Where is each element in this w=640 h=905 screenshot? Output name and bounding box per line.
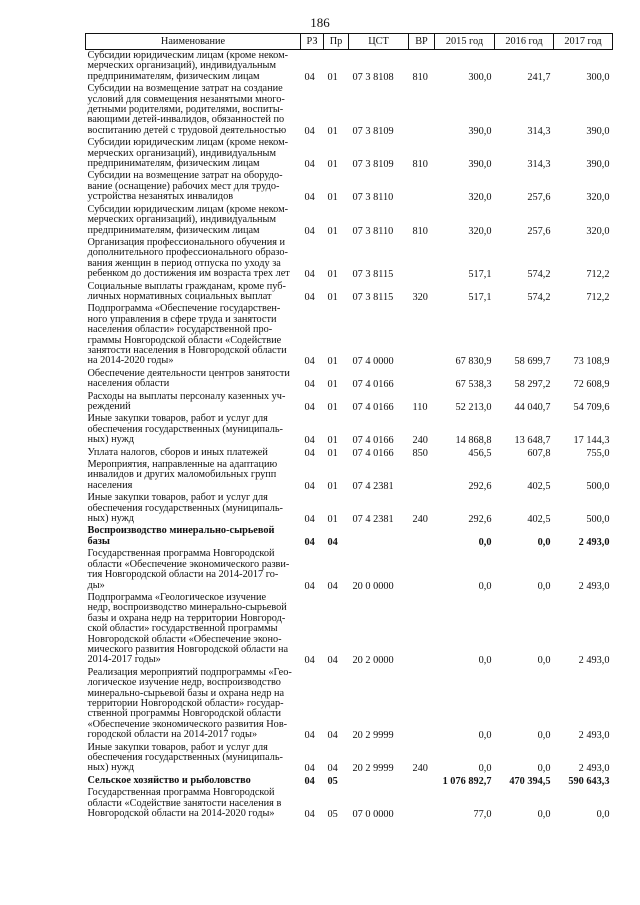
table-row [86,281,613,304]
row-cst-cell: 20 2 0000 [352,655,394,667]
row-name-cell [86,742,301,775]
row-cst-cell: 07 4 0000 [352,356,394,368]
row-pr-cell: 01 [327,435,338,447]
row-name-line: Новгородской области «Обеспечение эконо- [87,633,282,645]
row-cst-cell: 07 4 2381 [352,514,394,526]
row-name-line: мерческих организаций), индивидуальным [87,214,276,226]
table-row [86,592,613,667]
table-row [86,170,613,203]
table-row [86,775,613,787]
row-2015-cell: 0,0 [478,580,492,592]
row-name-line: предпринимателям, физическим лицам [87,224,260,236]
row-cst-cell: 20 2 9999 [352,730,394,742]
row-name-cell [86,83,301,137]
table-row [86,742,613,775]
column-header-2015: 2015 год [435,34,495,50]
row-2015-cell: 0,0 [478,655,492,667]
row-2016-cell: 58 699,7 [514,356,551,368]
row-2017-cell: 2 493,0 [578,763,610,775]
row-rz-cell: 04 [304,447,315,459]
row-cst-cell: 07 4 0166 [352,379,394,391]
row-vr-cell: 810 [412,225,428,237]
row-name-line: ного управления в сфере труда и занятости [87,313,277,325]
row-name-line: базы и охрана недр на территории Новгород- [87,612,286,624]
row-pr-cell: 01 [327,269,338,281]
table-body [86,50,613,821]
table-row [86,368,613,391]
row-rz-cell: 04 [304,192,315,204]
row-vr-cell: 810 [412,159,428,171]
column-header-2017: 2017 год [554,34,613,50]
row-pr-cell: 01 [327,291,338,303]
row-2016-cell: 402,5 [527,514,551,526]
row-rz-cell: 04 [304,536,315,548]
row-2016-cell: 257,6 [527,225,551,237]
table-row [86,391,613,414]
row-2015-cell: 320,0 [468,192,492,204]
row-vr-cell [409,525,435,548]
page-number: 186 [310,15,330,30]
row-2017-cell: 712,2 [586,291,610,303]
row-pr-cell: 01 [327,192,338,204]
row-name-line: мерческих организаций), индивидуальным [87,147,276,159]
table-row [86,204,613,237]
row-pr-cell: 01 [327,225,338,237]
row-name-cell [86,787,301,820]
row-2017-cell: 0,0 [596,809,610,821]
row-cst-cell: 07 3 8109 [352,159,394,171]
row-name-line: вающими детей-инвалидов, обязанностей по [87,114,285,126]
row-pr-cell: 01 [327,447,338,459]
row-rz-cell: 04 [304,402,315,413]
table-row [86,667,613,742]
row-pr-cell: 04 [327,763,338,775]
column-header-vr: ВР [409,34,435,50]
row-name-line: Подпрограмма «Обеспечение государствен- [87,303,281,315]
row-pr-cell: 04 [327,655,338,667]
row-2016-cell: 241,7 [527,71,551,83]
row-2017-cell: 73 108,9 [573,356,610,368]
row-name-line: обеспечения государственных (муниципаль- [87,752,283,763]
row-vr-cell [409,775,435,787]
row-cst-cell: 07 4 0166 [352,402,394,413]
row-name-cell [86,368,301,391]
row-rz-cell: 04 [304,291,315,303]
row-2015-cell: 0,0 [478,763,492,775]
row-vr-cell [409,459,435,492]
row-name-line: «Обеспечение экономического развития Нов- [87,718,288,730]
row-name-cell [86,204,301,237]
row-2015-cell: 320,0 [468,225,492,237]
row-name-line: Организация профессионального обучения и [87,236,286,248]
row-vr-cell [409,592,435,667]
row-name-line: Новгородской области на 2014-2020 годы» [87,808,275,820]
row-name-line: предпринимателям, физическим лицам [87,70,260,82]
row-rz-cell: 04 [304,356,315,368]
row-cst-cell [349,775,409,787]
row-2017-cell: 17 144,3 [573,435,610,447]
row-name-line: мерческих организаций), индивидуальным [87,60,276,72]
row-name-cell [86,447,301,459]
row-name-line: вание (оснащение) рабочих мест для трудо- [87,180,280,192]
row-name-line: Субсидии на возмещение затрат на оборудо- [87,170,283,182]
row-name-line: Реализация мероприятий подпрограммы «Гео- [87,666,292,678]
row-2015-cell: 1 076 892,7 [442,775,492,787]
row-name-line: Субсидии на возмещение затрат на создание [87,83,283,95]
row-name-cell [86,459,301,492]
row-2016-cell: 470 394,5 [509,775,551,787]
row-2015-cell: 300,0 [468,71,492,83]
row-2016-cell: 0,0 [537,580,551,592]
row-name-line: Субсидии юридическим лицам (кроме неком- [87,50,289,61]
row-2016-cell: 257,6 [527,192,551,204]
column-header-rz: РЗ [301,34,324,50]
table-row [86,303,613,367]
row-name-line: ных) нужд [87,762,134,774]
row-2017-cell: 590 643,3 [568,775,610,787]
row-name-line: ды» [87,579,105,591]
row-pr-cell: 01 [327,514,338,526]
row-cst-cell: 07 3 8109 [352,125,394,137]
column-header-pr: Пр [324,34,349,50]
row-rz-cell: 04 [304,125,315,137]
row-cst-cell: 20 0 0000 [352,580,394,592]
row-2015-cell: 390,0 [468,159,492,171]
row-name-line: Субсидии юридическим лицам (кроме неком- [87,137,289,149]
row-name-line: населения [87,479,133,491]
row-cst-cell: 07 4 0166 [352,447,394,459]
row-2015-cell: 14 868,8 [455,435,492,447]
row-name-cell [86,667,301,742]
table-row [86,525,613,548]
row-vr-cell: 240 [412,514,428,526]
row-name-line: Социальные выплаты гражданам, кроме пуб- [87,280,286,292]
row-name-line: Иные закупки товаров, работ и услуг для [87,741,268,753]
table-row [86,137,613,170]
row-vr-cell [409,303,435,367]
row-2015-cell: 517,1 [468,291,492,303]
row-2016-cell: 44 040,7 [514,402,551,413]
row-name-cell [86,413,301,446]
row-2017-cell: 390,0 [586,159,610,171]
row-rz-cell: 04 [304,435,315,447]
row-name-cell [86,237,301,281]
row-rz-cell: 04 [304,655,315,667]
row-name-cell [86,391,301,414]
row-pr-cell: 04 [327,580,338,592]
row-rz-cell: 04 [304,480,315,492]
row-2016-cell: 314,3 [527,159,551,171]
row-2017-cell: 300,0 [586,71,610,83]
row-rz-cell: 04 [304,763,315,775]
row-name-line: населения области [87,378,170,390]
row-pr-cell: 05 [327,809,338,821]
column-header-name: Наименование [86,34,301,50]
row-vr-cell [409,368,435,391]
row-name-line: дополнительного профессионального образо- [87,247,288,259]
row-rz-cell: 04 [304,809,315,821]
table-row [86,83,613,137]
row-2016-cell: 314,3 [527,125,551,137]
row-name-line: вания женщин в период отпуска по уходу за [87,257,281,269]
row-name-line: области «Содействие занятости населения в [87,797,282,809]
row-name-line: условий для совмещения незанятыми много- [87,93,285,105]
row-name-line: Обеспечение деятельности центров занятости [87,367,290,379]
row-name-cell [86,548,301,592]
row-rz-cell: 04 [304,379,315,391]
row-name-line: ребенком до достижения им возраста трех лет [87,268,290,280]
row-2017-cell: 2 493,0 [578,580,610,592]
row-rz-cell: 04 [304,71,315,83]
row-vr-cell: 320 [412,291,428,303]
row-pr-cell: 01 [327,356,338,368]
row-name-line: городской области на 2014-2017 годы» [87,729,258,741]
row-2016-cell: 574,2 [527,269,551,281]
row-name-line: Уплата налогов, сборов и иных платежей [87,446,268,458]
column-header-cst: ЦСТ [349,34,409,50]
row-name-line: Воспроизводство минерально-сырьевой базы [87,525,275,547]
row-name-line: Расходы на выплаты персоналу казенных уч- [87,390,286,402]
row-name-line: занятости населения в Новгородской области [87,344,287,356]
row-name-line: населения области» государственной про- [87,324,273,336]
row-vr-cell: 240 [412,435,428,447]
row-2017-cell: 2 493,0 [578,655,610,667]
row-pr-cell: 04 [327,536,338,548]
row-name-cell [86,303,301,367]
row-2015-cell: 292,6 [468,480,492,492]
row-2017-cell: 712,2 [586,269,610,281]
row-2016-cell: 0,0 [537,536,551,548]
row-cst-cell: 07 3 8110 [352,225,394,237]
row-2016-cell: 607,8 [527,447,551,459]
row-2015-cell: 390,0 [468,125,492,137]
row-cst-cell: 07 3 8115 [352,269,394,281]
row-cst-cell: 20 2 9999 [352,763,394,775]
row-2017-cell: 320,0 [586,192,610,204]
table-row [86,237,613,281]
row-rz-cell: 04 [304,730,315,742]
row-name-cell [86,281,301,304]
row-name-line: ных) нужд [87,513,134,525]
row-name-line: Сельское хозяйство и рыболовство [87,774,251,786]
row-pr-cell: 01 [327,480,338,492]
row-2015-cell: 517,1 [468,269,492,281]
row-pr-cell: 04 [327,730,338,742]
row-2017-cell: 2 493,0 [578,730,610,742]
row-2017-cell: 54 709,6 [573,402,610,413]
row-2016-cell: 0,0 [537,730,551,742]
row-rz-cell: 04 [304,159,315,171]
row-2016-cell: 0,0 [537,763,551,775]
row-pr-cell: 01 [327,71,338,83]
row-rz-cell: 04 [304,225,315,237]
row-2015-cell: 67 538,3 [455,379,492,391]
row-2017-cell: 500,0 [586,480,610,492]
row-name-cell [86,492,301,525]
row-name-line: Субсидии юридическим лицам (кроме неком- [87,203,289,215]
row-2015-cell: 0,0 [478,730,492,742]
row-rz-cell: 04 [304,580,315,592]
row-2015-cell: 456,5 [468,447,492,459]
row-name-line: Иные закупки товаров, работ и услуг для [87,492,268,504]
row-pr-cell: 01 [327,379,338,391]
row-name-cell [86,170,301,203]
row-cst-cell: 07 4 0166 [352,435,394,447]
row-name-line: инвалидов и других маломобильных групп [87,469,277,481]
row-2015-cell: 77,0 [473,809,492,821]
row-name-line: территории Новгородской области» государ- [87,697,284,709]
row-vr-cell [409,237,435,281]
row-vr-cell [409,667,435,742]
row-cst-cell: 07 3 8110 [352,192,394,204]
row-2017-cell: 755,0 [586,447,610,459]
row-vr-cell: 810 [412,71,428,83]
row-rz-cell: 04 [304,775,315,787]
row-name-line: Иные закупки товаров, работ и услуг для [87,413,268,425]
table-row [86,50,613,84]
row-name-line: тия Новгородской области на 2014-2017 го- [87,569,279,581]
row-name-line: Подпрограмма «Геологическое изучение [87,591,267,603]
row-name-line: детными родителями, родителями, воспиты- [87,104,284,116]
row-cst-cell [349,525,409,548]
row-cst-cell: 07 4 2381 [352,480,394,492]
row-vr-cell: 240 [412,763,428,775]
table-row [86,459,613,492]
row-2017-cell: 390,0 [586,125,610,137]
row-name-line: реждений [87,401,131,412]
row-name-line: граммы Новгородской области «Содействие [87,334,282,346]
row-name-line: мического развития Новгородской области на [87,643,289,655]
row-pr-cell: 05 [327,775,338,787]
row-vr-cell: 850 [412,447,428,459]
row-name-line: недр, воспроизводство минерально-сырьевой [87,602,287,614]
row-cst-cell: 07 3 8108 [352,71,394,83]
row-pr-cell: 01 [327,125,338,137]
row-2015-cell: 292,6 [468,514,492,526]
row-name-cell [86,50,301,84]
budget-table [85,33,613,820]
row-name-line: ных) нужд [87,434,134,446]
row-vr-cell [409,83,435,137]
row-name-line: предпринимателям, физическим лицам [87,158,260,170]
row-name-line: минерально-сырьевой базы и охрана недр на [87,687,285,699]
row-name-line: Мероприятия, направленные на адаптацию [87,459,278,471]
row-2016-cell: 13 648,7 [514,435,551,447]
column-header-2016: 2016 год [495,34,554,50]
row-name-line: ственной программы Новгородской области [87,708,281,720]
row-vr-cell [409,548,435,592]
row-2016-cell: 0,0 [537,809,551,821]
row-cst-cell: 07 3 8115 [352,291,394,303]
table-header-row [86,34,613,50]
row-name-line: воспитанию детей с трудовой деятельностью [87,124,287,136]
row-2017-cell: 500,0 [586,514,610,526]
row-vr-cell [409,787,435,820]
row-name-line: на 2014-2020 годы» [87,355,174,367]
row-vr-cell: 110 [412,402,428,413]
row-rz-cell: 04 [304,269,315,281]
row-name-cell [86,525,301,548]
table-row [86,492,613,525]
row-2015-cell: 52 213,0 [455,402,492,413]
row-2017-cell: 72 608,9 [573,379,610,391]
row-2015-cell: 67 830,9 [455,356,492,368]
table-row [86,413,613,446]
table-row [86,548,613,592]
row-name-line: обеспечения государственных (муниципаль- [87,423,283,435]
row-2017-cell: 2 493,0 [578,536,610,548]
row-2017-cell: 320,0 [586,225,610,237]
row-vr-cell [409,170,435,203]
row-name-line: области «Обеспечение экономического разви- [87,558,290,570]
row-2016-cell: 0,0 [537,655,551,667]
row-name-cell [86,137,301,170]
row-2015-cell: 0,0 [478,536,492,548]
row-2016-cell: 58 297,2 [514,379,551,391]
row-name-line: Государственная программа Новгородской [87,548,275,560]
row-cst-cell: 07 0 0000 [352,809,394,821]
row-2016-cell: 402,5 [527,480,551,492]
row-pr-cell: 01 [327,159,338,171]
row-name-line: устройства незанятых инвалидов [87,191,234,203]
row-pr-cell: 01 [327,402,338,413]
row-name-line: обеспечения государственных (муниципаль- [87,502,283,514]
row-2016-cell: 574,2 [527,291,551,303]
row-name-line: логическое изучение недр, воспроизводство [87,677,281,689]
row-name-cell [86,775,301,787]
row-name-line: ской области» государственной программы [87,623,278,635]
row-rz-cell: 04 [304,514,315,526]
row-name-line: личных нормативных социальных выплат [87,290,272,302]
row-name-line: 2014-2017 годы» [87,654,161,666]
row-name-cell [86,592,301,667]
row-name-line: Государственная программа Новгородской [87,787,275,799]
table-row [86,787,613,820]
table-row [86,447,613,459]
